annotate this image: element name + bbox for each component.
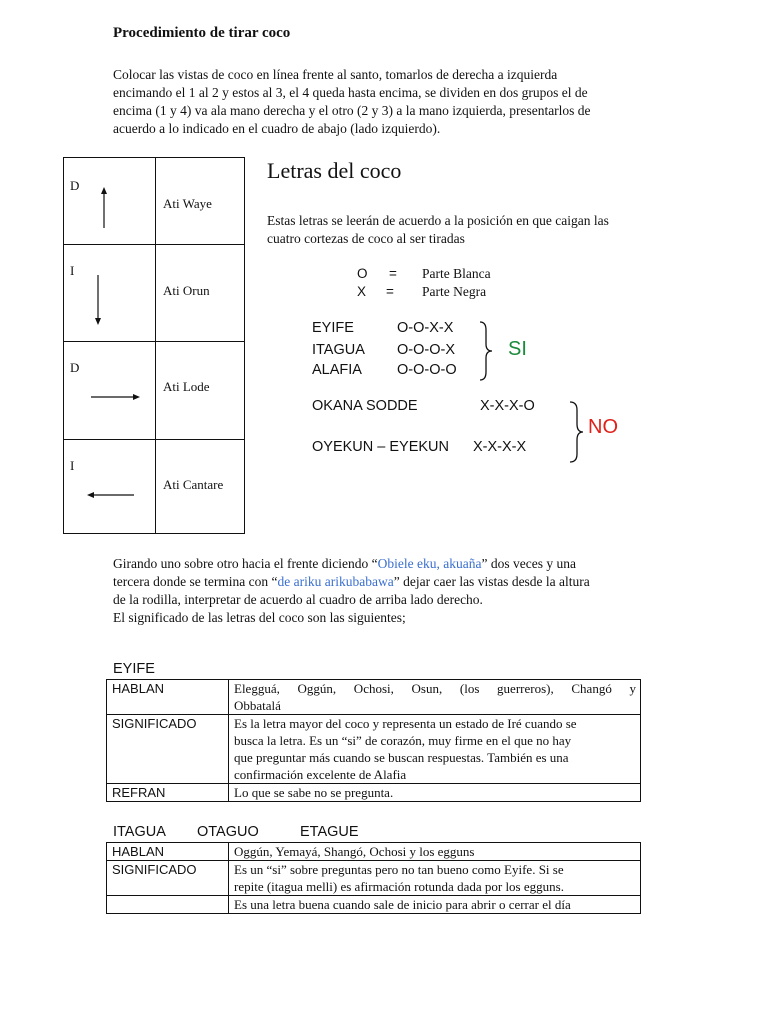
value-line: Elegguá, Oggún, Ochosi, Osun, (los guerreros), Changó y	[234, 681, 636, 696]
letras-desc-line: cuatro cortezas de coco al ser tiradas	[267, 231, 465, 246]
section-heading-otaguo: OTAGUO	[197, 824, 259, 840]
intro-line: encima (1 y 4) va ala mano derecha y el otro (2 y 3) a la mano izquierda, presentarlos de	[113, 103, 591, 118]
section-heading-etague: ETAGUE	[300, 824, 359, 840]
legend-equals: =	[389, 266, 397, 281]
letras-description	[267, 212, 609, 248]
text-span: tercera donde se termina con “	[113, 574, 278, 589]
letter-name: OYEKUN – EYEKUN	[312, 439, 449, 455]
girando-line	[113, 555, 653, 573]
direction-row	[64, 244, 244, 341]
text-span: Girando uno sobre otro hacia el frente diciendo “	[113, 556, 378, 571]
table-row	[107, 715, 641, 784]
eyife-table	[106, 679, 641, 802]
table-key: HABLAN	[107, 680, 229, 715]
direction-table	[63, 157, 245, 534]
direction-row	[64, 158, 244, 244]
table-row	[107, 680, 641, 715]
table-value	[229, 861, 641, 896]
table-row	[107, 784, 641, 802]
direction-row	[64, 439, 244, 533]
value-line: confirmación excelente de Alafia	[234, 767, 407, 782]
letter-code: X-X-X-X	[473, 439, 527, 455]
intro-line: Colocar las vistas de coco en línea frente al santo, tomarlos de derecha a izquierda	[113, 67, 558, 82]
page-title: Procedimiento de tirar coco	[113, 25, 291, 41]
intro-line: acuerdo a lo indicado en el cuadro de abajo (lado izquierdo).	[113, 121, 441, 136]
no-label: NO	[588, 416, 618, 438]
arrow-down-icon	[88, 273, 108, 327]
table-value	[229, 843, 641, 861]
direction-name: Ati Orun	[163, 283, 210, 298]
value-line: Obbatalá	[234, 698, 281, 713]
table-value	[229, 715, 641, 784]
girando-paragraph	[113, 555, 653, 627]
value-line: Oggún, Yemayá, Shangó, Ochosi y los egguns	[234, 844, 475, 859]
table-value	[229, 784, 641, 802]
si-label: SI	[508, 338, 527, 360]
value-line: Es un “si” sobre preguntas pero no tan bueno como Eyife. Si se	[234, 862, 564, 877]
legend-meaning: Parte Blanca	[422, 266, 491, 281]
table-value	[229, 896, 641, 914]
direction-name: Ati Cantare	[163, 477, 224, 492]
direction-letter: D	[70, 360, 80, 375]
table-row	[107, 861, 641, 896]
table-value	[229, 680, 641, 715]
direction-row	[64, 341, 244, 439]
right-brace-icon	[478, 320, 498, 382]
text-span: ” dejar caer las vistas desde la altura	[393, 574, 590, 589]
table-row	[107, 896, 641, 914]
table-key: REFRAN	[107, 784, 229, 802]
table-key	[107, 896, 229, 914]
direction-name: Ati Lode	[163, 379, 210, 394]
arrow-left-icon	[85, 488, 137, 502]
arrow-up-icon	[94, 186, 114, 230]
letter-code: O-O-O-X	[397, 342, 455, 358]
value-line: Es la letra mayor del coco y representa un estado de Iré cuando se	[234, 716, 577, 731]
value-line: Es una letra buena cuando sale de inicio para abrir o cerrar el día	[234, 897, 571, 912]
value-line: busca la letra. Es un “si” de corazón, muy firme en el que no hay	[234, 733, 572, 748]
letras-heading: Letras del coco	[267, 158, 402, 183]
right-brace-icon	[568, 400, 590, 464]
table-row	[107, 843, 641, 861]
direction-letter: D	[70, 178, 80, 193]
girando-line: El significado de las letras del coco son las siguientes;	[113, 610, 406, 625]
letter-code: X-X-X-O	[480, 398, 535, 414]
intro-line: encimando el 1 al 2 y estos al 3, el 4 queda hasta encima, se dividen en dos grupos el de	[113, 85, 588, 100]
legend-symbol-x: X	[357, 284, 367, 299]
letter-name: OKANA SODDE	[312, 398, 418, 414]
direction-letter: I	[70, 458, 75, 473]
value-line: Lo que se sabe no se pregunta.	[234, 785, 394, 800]
table-key: SIGNIFICADO	[107, 861, 229, 896]
value-line: repite (itagua melli) es afirmación rotunda dada por los egguns.	[234, 879, 564, 894]
letter-name: ITAGUA	[312, 342, 365, 358]
legend-symbol-o: O	[357, 266, 368, 281]
chant-quote: Obiele eku, akuaña	[377, 556, 482, 571]
table-key: SIGNIFICADO	[107, 715, 229, 784]
letter-name: ALAFIA	[312, 362, 362, 378]
text-span: ” dos veces y una	[481, 556, 576, 571]
section-heading-itagua: ITAGUA	[113, 824, 166, 840]
letras-desc-line: Estas letras se leerán de acuerdo a la posición en que caigan las	[267, 213, 609, 228]
girando-line	[113, 573, 653, 591]
letter-name: EYIFE	[312, 320, 354, 336]
value-line: que preguntar más cuando se buscan respuestas. También es una	[234, 750, 569, 765]
direction-name: Ati Waye	[163, 196, 212, 211]
letter-code: O-O-O-O	[397, 362, 457, 378]
legend-meaning: Parte Negra	[422, 284, 487, 299]
chant-quote: de ariku arikubabawa	[277, 574, 394, 589]
section-heading-eyife: EYIFE	[113, 661, 155, 677]
girando-line: de la rodilla, interpretar de acuerdo al cuadro de arriba lado derecho.	[113, 592, 483, 607]
legend-equals: =	[386, 284, 394, 299]
table-key: HABLAN	[107, 843, 229, 861]
intro-paragraph	[113, 66, 653, 138]
direction-letter: I	[70, 263, 75, 278]
itagua-table	[106, 842, 641, 914]
letter-code: O-O-X-X	[397, 320, 454, 336]
arrow-right-icon	[90, 390, 142, 404]
